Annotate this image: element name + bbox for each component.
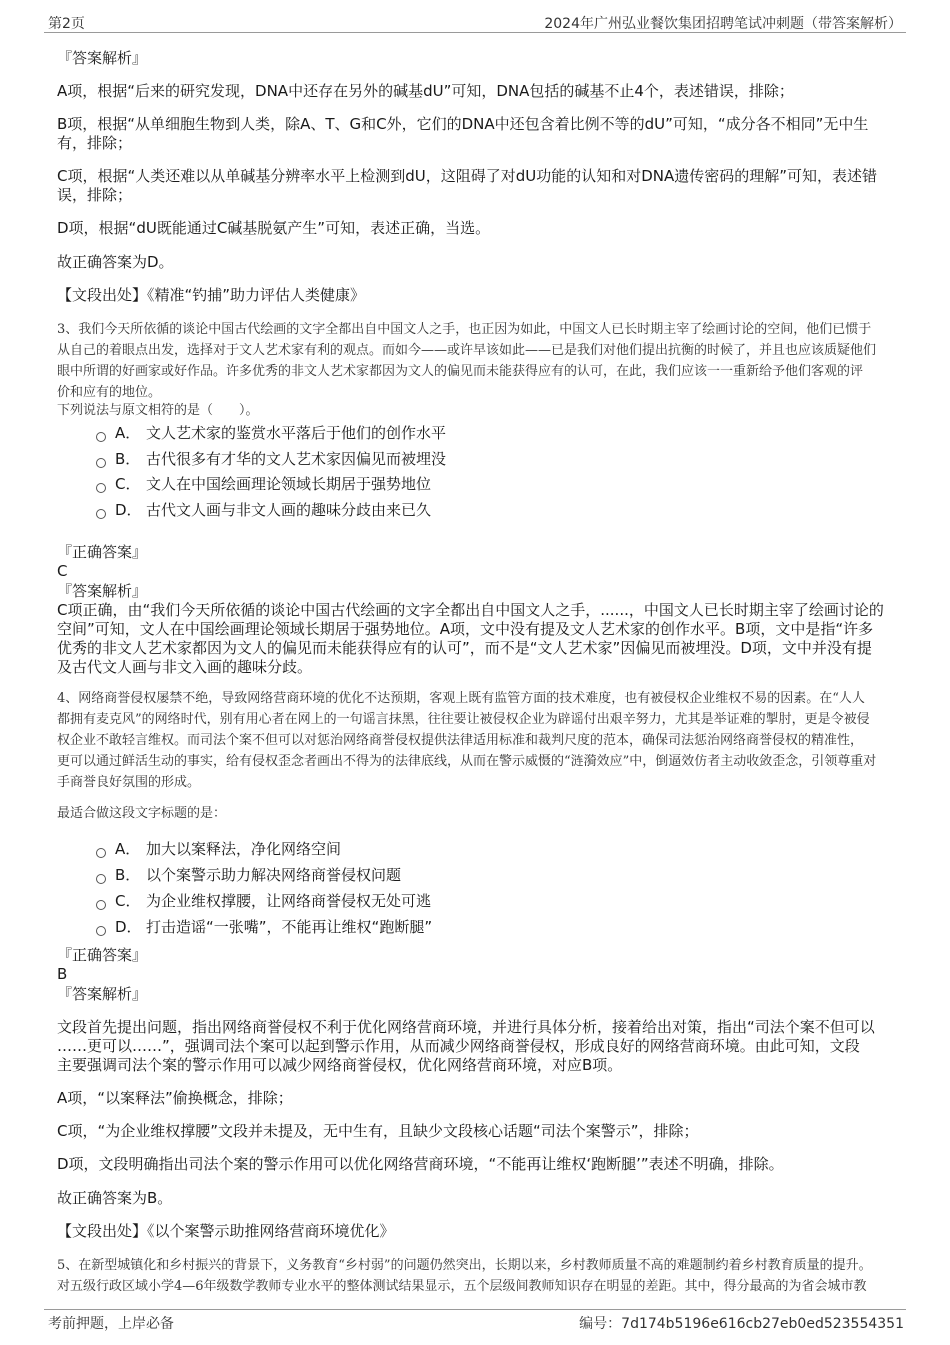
q3-analysis xyxy=(57,601,893,677)
q4-analysis-line: 文段首先提出问题，指出网络商誉侵权不利于优化网络营商环境，并进行具体分析，接着给出对策，指出“司法个案不但可以 xyxy=(57,1018,875,1036)
option-text: 古代文人画与非文人画的趣味分歧由来已久 xyxy=(146,501,432,519)
radio-icon[interactable] xyxy=(96,926,106,936)
q3-analysis-line: 优秀的非文人艺术家都因为文人的偏见而未能获得应有的认可”，而不是“文人艺术家”因偏见而被埋没。D项，文中并没有提 xyxy=(57,639,872,657)
option-text: 加大以案释法，净化网络空间 xyxy=(146,840,342,858)
option-letter: D． xyxy=(115,918,142,936)
q4-analysis-line: 主要强调司法个案的警示作用可以减少网络商誉侵权，优化网络营商环境，对应B项。 xyxy=(57,1056,623,1074)
page-header xyxy=(48,13,902,31)
q4-correct-label: 『正确答案』 xyxy=(57,946,148,964)
radio-icon[interactable] xyxy=(96,432,106,442)
q2-source: 【文段出处】《精准“钓捕”助力评估人类健康》 xyxy=(57,286,366,304)
radio-icon[interactable] xyxy=(96,509,106,519)
option-text: 以个案警示助力解决网络商誉侵权问题 xyxy=(146,866,402,884)
q4-conclusion: 故正确答案为B。 xyxy=(57,1189,173,1207)
q3-analysis-line: 空间”可知，文人在中国绘画理论领域长期居于强势地位。A项，文中没有提及文人艺术家的创作水平。B项，文中是指“许多 xyxy=(57,620,874,638)
q2-analysis-c-1: C项，根据“人类还难以从单碱基分辨率水平上检测到dU，这阻碍了对dU功能的认知和对DNA遗传密码的理解”可知，表述错 xyxy=(57,167,878,185)
q3-passage-line: 3、我们今天所依循的谈论中国古代绘画的文字全都出自中国文人之手，也正因为如此，中国文人已长时期主宰了绘画讨论的空间，他们已惯于 xyxy=(57,322,872,337)
radio-icon[interactable] xyxy=(96,874,106,884)
option-letter: A． xyxy=(115,424,141,442)
q4-source: 【文段出处】《以个案警示助推网络营商环境优化》 xyxy=(57,1222,395,1240)
q4-question: 最适合做这段文字标题的是： xyxy=(57,806,227,821)
header-divider xyxy=(44,32,906,33)
q5-passage-line: 5、在新型城镇化和乡村振兴的背景下，义务教育“乡村弱”的问题仍然突出，长期以来，乡村教师质量不高的难题制约着乡村教育质量的提升。 xyxy=(57,1258,872,1273)
page-number: 第2页 xyxy=(48,16,85,32)
q5-passage xyxy=(57,1255,893,1297)
q3-question: 下列说法与原文相符的是（ ）。 xyxy=(57,403,259,418)
option-letter: B． xyxy=(115,866,141,884)
q4-analysis-label: 『答案解析』 xyxy=(57,985,148,1003)
q4-passage-line: 更可以通过鲜活生动的事实，给有侵权歪念者画出不得为的法律底线，从而在警示威慑的“涟漪效应”中，倒逼效仿者主动收敛歪念，引领尊重对 xyxy=(57,754,877,769)
option-text: 文人在中国绘画理论领域长期居于强势地位 xyxy=(146,475,432,493)
q2-analysis-b-1: B项，根据“从单细胞生物到人类，除A、T、G和C外，它们的DNA中还包含着比例不等的dU”可知，“成分各不相同”无中生 xyxy=(57,115,869,133)
page-footer xyxy=(48,1313,904,1331)
q3-analysis-line: C项正确，由“我们今天所依循的谈论中国古代绘画的文字全都出自中国文人之手，......，中国文人已长时期主宰了绘画讨论的 xyxy=(57,601,884,619)
q3-correct-answer: C xyxy=(57,562,68,580)
radio-icon[interactable] xyxy=(96,900,106,910)
q5-passage-line: 对五级行政区域小学4—6年级数学教师专业水平的整体测试结果显示，五个层级间教师知识存在明显的差距。其中，得分最高的为省会城市教 xyxy=(57,1279,867,1294)
document-code xyxy=(579,1313,904,1333)
q4-analysis xyxy=(57,1018,893,1075)
option-letter: D． xyxy=(115,501,142,519)
radio-icon[interactable] xyxy=(96,848,106,858)
q3-analysis-label: 『答案解析』 xyxy=(57,582,148,600)
q4-passage xyxy=(57,688,893,793)
option-text: 文人艺术家的鉴赏水平落后于他们的创作水平 xyxy=(146,424,447,442)
q4-analysis-c: C项，“为企业维权撑腰”文段并未提及，无中生有，且缺少文段核心话题“司法个案警示”，排除； xyxy=(57,1122,699,1140)
footer-divider xyxy=(44,1309,906,1310)
document-title: 2024年广州弘业餐饮集团招聘笔试冲刺题（带答案解析） xyxy=(544,16,902,32)
option-letter: C． xyxy=(115,892,141,910)
code-value: 7d174b5196e616cb27eb0ed523554351 xyxy=(621,1316,904,1332)
q4-passage-line: 权企业不敢轻言维权。而司法个案不但可以对惩治网络商誉侵权提供法律适用标准和裁判尺度的范本，确保司法惩治网络商誉侵权的精准性， xyxy=(57,733,864,748)
option-text: 古代很多有才华的文人艺术家因偏见而被埋没 xyxy=(146,450,447,468)
option-text: 为企业维权撑腰，让网络商誉侵权无处可逃 xyxy=(146,892,432,910)
option-text: 打击造谣“一张嘴”，不能再让维权“跑断腿” xyxy=(146,918,433,936)
q2-analysis-d: D项，根据“dU既能通过C碱基脱氨产生”可知，表述正确，当选。 xyxy=(57,219,491,237)
q4-passage-line: 4、网络商誉侵权屡禁不绝，导致网络营商环境的优化不达预期，客观上既有监管方面的技术难度，也有被侵权企业维权不易的因素。在“人人 xyxy=(57,691,865,706)
option-letter: B． xyxy=(115,450,141,468)
q3-passage-line: 从自己的着眼点出发，选择对于文人艺术家有利的观点。而如今——或许早该如此——已是我们对他们提出抗衡的时候了，并且也应该质疑他们 xyxy=(57,343,877,358)
q3-analysis-line: 及古代文人画与非文入画的趣味分歧。 xyxy=(57,658,313,676)
q4-passage-line: 手商誉良好氛围的形成。 xyxy=(57,775,201,790)
q4-passage-line: 都拥有麦克风”的网络时代，别有用心者在网上的一句谣言抹黑，往往要让被侵权企业为辟谣付出艰辛努力，尤其是举证难的掣肘，更是令被侵 xyxy=(57,712,870,727)
radio-icon[interactable] xyxy=(96,483,106,493)
q3-passage xyxy=(57,319,893,403)
q2-analysis-label: 『答案解析』 xyxy=(57,49,148,67)
q2-analysis-a: A项，根据“后来的研究发现，DNA中还存在另外的碱基dU”可知，DNA包括的碱基不止4个，表述错误，排除； xyxy=(57,82,794,100)
q3-correct-label: 『正确答案』 xyxy=(57,543,148,561)
footer-slogan: 考前押题，上岸必备 xyxy=(48,1316,174,1332)
q3-passage-line: 眼中所谓的好画家或好作品。许多优秀的非文人艺术家都因为文人的偏见而未能获得应有的认可，在此，我们应该一一重新给予他们客观的评 xyxy=(57,364,864,379)
q2-analysis-c-2: 误，排除； xyxy=(57,186,133,204)
q4-correct-answer: B xyxy=(57,965,68,983)
q2-conclusion: 故正确答案为D。 xyxy=(57,253,174,271)
option-letter: A． xyxy=(115,840,141,858)
code-label: 编号： xyxy=(579,1316,622,1332)
radio-icon[interactable] xyxy=(96,458,106,468)
q4-analysis-a: A项，“以案释法”偷换概念，排除； xyxy=(57,1089,293,1107)
q4-analysis-line: ……更可以……”，强调司法个案可以起到警示作用，从而减少网络商誉侵权，形成良好的网络营商环境。由此可知，文段 xyxy=(57,1037,860,1055)
option-letter: C． xyxy=(115,475,141,493)
q4-analysis-d: D项，文段明确指出司法个案的警示作用可以优化网络营商环境，“不能再让维权‘跑断腿’”表述不明确，排除。 xyxy=(57,1155,784,1173)
q3-passage-line: 价和应有的地位。 xyxy=(57,385,162,400)
q2-analysis-b-2: 有，排除； xyxy=(57,134,133,152)
